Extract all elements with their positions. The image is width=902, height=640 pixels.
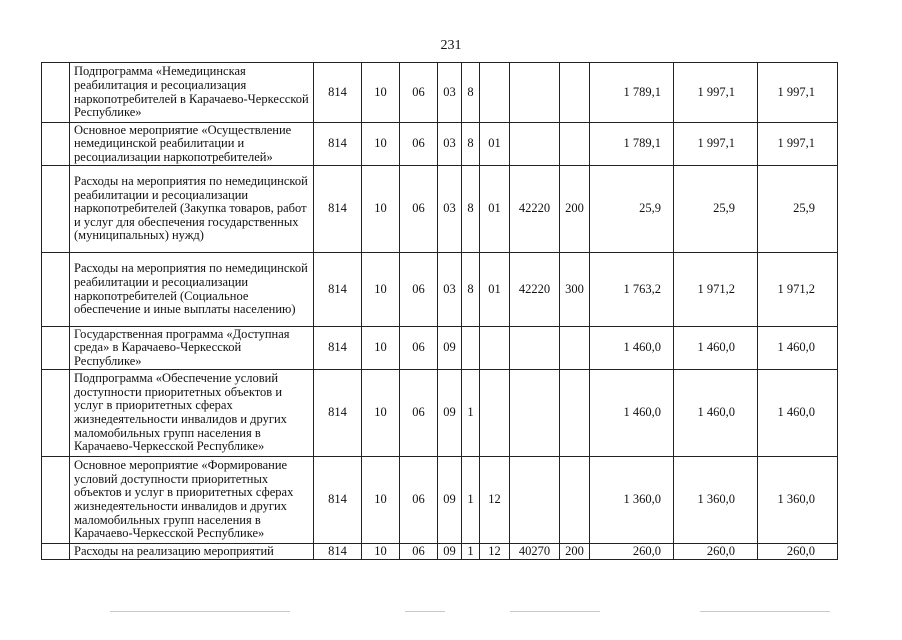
cell-c6	[480, 370, 510, 457]
cell-c8: 300	[560, 253, 590, 327]
cell-c1: 814	[314, 253, 362, 327]
table-row	[42, 457, 838, 544]
cell-name: Основное мероприятие «Формирование условий доступности приоритетных объектов и услуг в приоритетных сферах жизнедеятельности инвалидов и других маломобильных групп населения в Карачаево-Черкесской Республике»	[70, 457, 314, 544]
cell-c8	[560, 457, 590, 544]
cell-c5	[462, 327, 480, 370]
cell-v1: 1 763,2	[590, 253, 674, 327]
cell-c2: 10	[362, 370, 400, 457]
scan-artifact-line	[510, 611, 600, 612]
cell-c1: 814	[314, 63, 362, 123]
cell-c8	[560, 63, 590, 123]
cell-c5: 1	[462, 544, 480, 560]
cell-v3: 260,0	[758, 544, 838, 560]
table-row	[42, 123, 838, 166]
cell-c3: 06	[400, 123, 438, 166]
cell-c2: 10	[362, 457, 400, 544]
cell-c8	[560, 370, 590, 457]
cell-c7	[510, 63, 560, 123]
cell-c4: 03	[438, 123, 462, 166]
cell-v3: 1 997,1	[758, 123, 838, 166]
cell-v2: 1 460,0	[674, 370, 758, 457]
cell-v2: 1 997,1	[674, 63, 758, 123]
cell-index	[42, 166, 70, 253]
cell-c8	[560, 327, 590, 370]
cell-c6: 01	[480, 253, 510, 327]
cell-v3: 1 997,1	[758, 63, 838, 123]
cell-v1: 1 460,0	[590, 370, 674, 457]
cell-v2: 25,9	[674, 166, 758, 253]
cell-c1: 814	[314, 123, 362, 166]
cell-c4: 03	[438, 63, 462, 123]
cell-c1: 814	[314, 544, 362, 560]
cell-c3: 06	[400, 253, 438, 327]
cell-name: Государственная программа «Доступная среда» в Карачаево-Черкесской Республике»	[70, 327, 314, 370]
cell-index	[42, 327, 70, 370]
cell-c4: 03	[438, 166, 462, 253]
cell-v3: 1 460,0	[758, 370, 838, 457]
cell-v2: 1 360,0	[674, 457, 758, 544]
cell-v2: 260,0	[674, 544, 758, 560]
cell-c4: 09	[438, 457, 462, 544]
cell-index	[42, 63, 70, 123]
cell-c5: 1	[462, 457, 480, 544]
cell-c6: 12	[480, 544, 510, 560]
cell-name: Расходы на мероприятия по немедицинской реабилитации и ресоциализации наркопотребителей (Закупка товаров, работ и услуг для обеспечения государственных (муниципальных) нужд)	[70, 166, 314, 253]
cell-v1: 1 789,1	[590, 63, 674, 123]
cell-index	[42, 544, 70, 560]
table-row	[42, 63, 838, 123]
cell-c8: 200	[560, 166, 590, 253]
table-body	[42, 63, 838, 560]
cell-v3: 1 360,0	[758, 457, 838, 544]
cell-c5: 8	[462, 166, 480, 253]
cell-index	[42, 123, 70, 166]
cell-c7	[510, 327, 560, 370]
table-row	[42, 370, 838, 457]
cell-c3: 06	[400, 370, 438, 457]
cell-c6	[480, 63, 510, 123]
cell-c5: 8	[462, 63, 480, 123]
table-row	[42, 166, 838, 253]
cell-name: Основное мероприятие «Осуществление немедицинской реабилитации и ресоциализации наркопотребителей»	[70, 123, 314, 166]
cell-v1: 1 460,0	[590, 327, 674, 370]
cell-c2: 10	[362, 253, 400, 327]
cell-c3: 06	[400, 544, 438, 560]
cell-c5: 8	[462, 123, 480, 166]
cell-v1: 1 360,0	[590, 457, 674, 544]
cell-c2: 10	[362, 327, 400, 370]
cell-c3: 06	[400, 63, 438, 123]
cell-c2: 10	[362, 63, 400, 123]
cell-c4: 09	[438, 370, 462, 457]
scan-artifact-line	[700, 611, 830, 612]
cell-c6	[480, 327, 510, 370]
cell-c5: 1	[462, 370, 480, 457]
cell-c4: 09	[438, 327, 462, 370]
table-row	[42, 327, 838, 370]
cell-index	[42, 370, 70, 457]
cell-c5: 8	[462, 253, 480, 327]
table-row	[42, 544, 838, 560]
cell-c8: 200	[560, 544, 590, 560]
budget-table	[41, 62, 838, 560]
cell-v3: 1 971,2	[758, 253, 838, 327]
cell-c3: 06	[400, 457, 438, 544]
cell-c4: 03	[438, 253, 462, 327]
cell-c1: 814	[314, 457, 362, 544]
cell-c1: 814	[314, 166, 362, 253]
cell-v3: 25,9	[758, 166, 838, 253]
scan-artifact-line	[110, 611, 290, 612]
scan-artifact-line	[405, 611, 445, 612]
cell-c4: 09	[438, 544, 462, 560]
cell-c1: 814	[314, 327, 362, 370]
cell-index	[42, 253, 70, 327]
cell-c7: 42220	[510, 253, 560, 327]
cell-index	[42, 457, 70, 544]
cell-c7	[510, 457, 560, 544]
cell-c3: 06	[400, 327, 438, 370]
cell-name: Расходы на реализацию мероприятий	[70, 544, 314, 560]
cell-v2: 1 971,2	[674, 253, 758, 327]
cell-c7	[510, 370, 560, 457]
cell-c6: 01	[480, 166, 510, 253]
cell-name: Расходы на мероприятия по немедицинской реабилитации и ресоциализации наркопотребителей (Социальное обеспечение и иные выплаты населению)	[70, 253, 314, 327]
cell-v2: 1 460,0	[674, 327, 758, 370]
cell-c2: 10	[362, 544, 400, 560]
page-number: 231	[440, 38, 462, 53]
cell-c6: 01	[480, 123, 510, 166]
cell-v2: 1 997,1	[674, 123, 758, 166]
cell-c3: 06	[400, 166, 438, 253]
table-row	[42, 253, 838, 327]
cell-v3: 1 460,0	[758, 327, 838, 370]
cell-v1: 260,0	[590, 544, 674, 560]
cell-v1: 25,9	[590, 166, 674, 253]
cell-name: Подпрограмма «Немедицинская реабилитация и ресоциализация наркопотребителей в Карачаево-Черкесской Республике»	[70, 63, 314, 123]
cell-c2: 10	[362, 166, 400, 253]
cell-c6: 12	[480, 457, 510, 544]
cell-c1: 814	[314, 370, 362, 457]
cell-name: Подпрограмма «Обеспечение условий доступности приоритетных объектов и услуг в приоритетных сферах жизнедеятельности инвалидов и других маломобильных групп населения в Карачаево-Черкесской Республике»	[70, 370, 314, 457]
cell-c7	[510, 123, 560, 166]
cell-c8	[560, 123, 590, 166]
cell-c7: 40270	[510, 544, 560, 560]
cell-c7: 42220	[510, 166, 560, 253]
cell-c2: 10	[362, 123, 400, 166]
cell-v1: 1 789,1	[590, 123, 674, 166]
